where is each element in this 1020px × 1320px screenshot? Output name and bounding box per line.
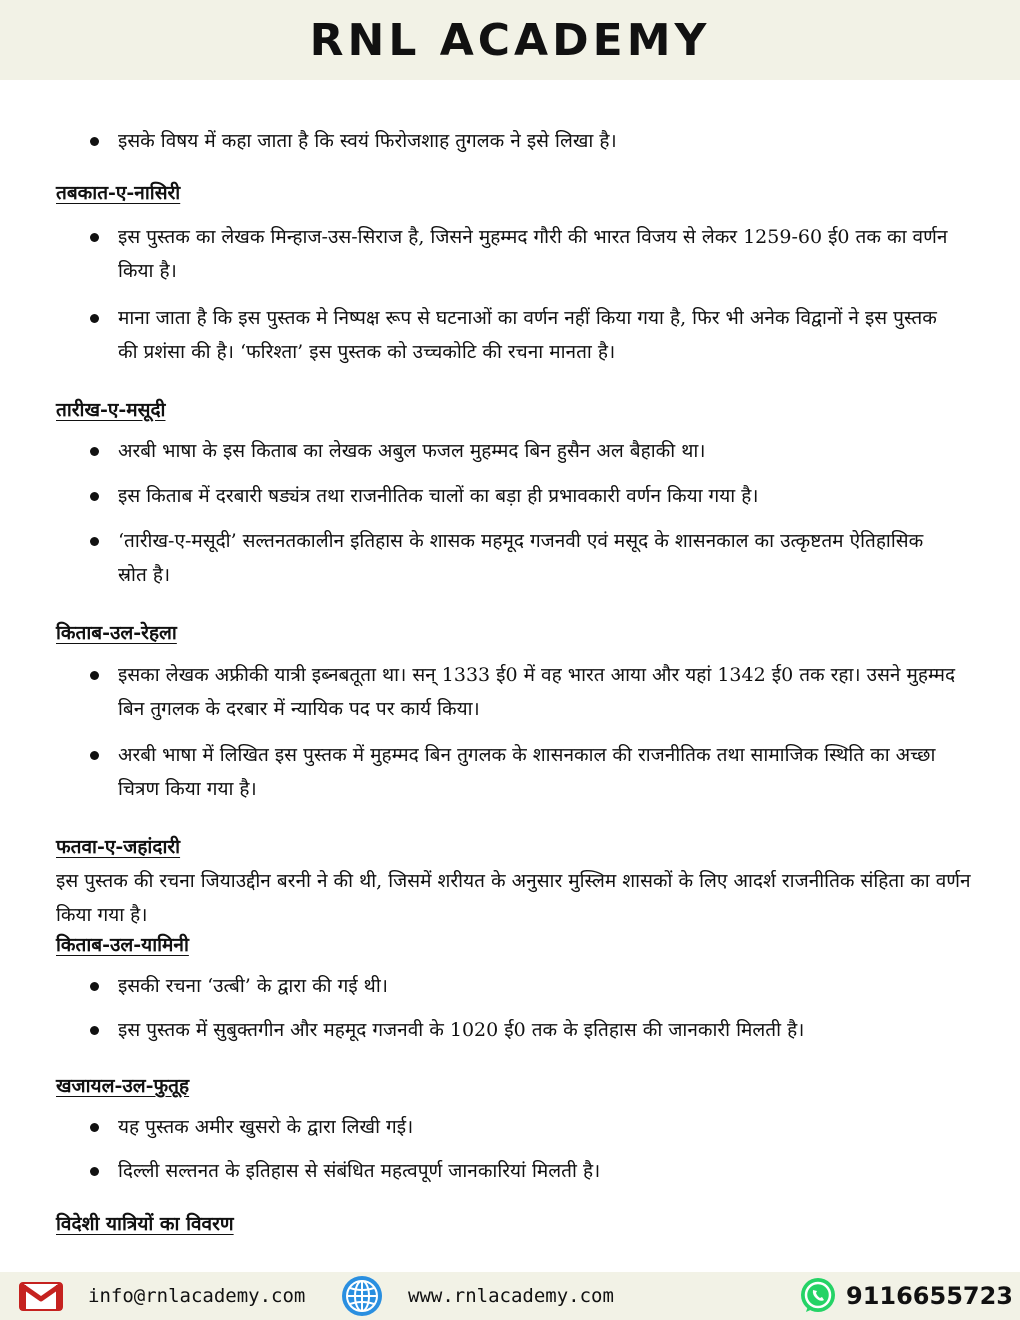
- section-heading-khazayal-ul-futuh: खजायल-उल-फुतूह: [56, 1075, 190, 1097]
- globe-icon: [340, 1274, 384, 1318]
- section-heading-kitab-ul-rehla: किताब-उल-रेहला: [56, 622, 177, 644]
- bullet-dot: [90, 447, 99, 456]
- email-link[interactable]: [88, 1272, 305, 1320]
- section-heading-tabqat-e-nasiri: तबकात-ए-नासिरी: [56, 182, 181, 204]
- gmail-icon: [18, 1280, 64, 1312]
- section-heading-kitab-ul-yamini: किताब-उल-यामिनी: [56, 934, 189, 956]
- bullet-text: अरबी भाषा के इस किताब का लेखक अबुल फजल मुहम्मद बिन हुसैन अल बैहाकी था।: [118, 440, 706, 462]
- bullet-text: इसका लेखक अफ्रीकी यात्री इब्नबतूता था। सन् 1333 ई0 में वह भारत आया और यहां 1342 ई0 तक रहा। उसने मुहम्मद बिन तुगलक के दरबार में न्यायिक पद पर कार्य किया।: [118, 664, 956, 720]
- section-heading-foreign-travellers: विदेशी यात्रियों का विवरण: [56, 1213, 234, 1235]
- section-paragraph: इस पुस्तक की रचना जियाउद्दीन बरनी ने की थी, जिसमें शरीयत के अनुसार मुस्लिम शासकों के लिए आदर्श राजनीतिक संहिता का वर्णन किया गया है।: [56, 870, 971, 926]
- bullet-text: दिल्ली सल्तनत के इतिहास से संबंधित महत्वपूर्ण जानकारियां मिलती है।: [118, 1160, 601, 1182]
- bullet-dot: [90, 982, 99, 991]
- bullet-text: इसकी रचना ‘उत्बी’ के द्वारा की गई थी।: [118, 975, 388, 997]
- bullet-text: माना जाता है कि इस पुस्तक मे निष्पक्ष रूप से घटनाओं का वर्णन नहीं किया गया है, फिर भी अनेक विद्वानों ने इस पुस्तक की प्रशंसा की है। ‘फरिश्ता’ इस पुस्तक को उच्चकोटि की रचना मानता है।: [118, 307, 937, 363]
- email-text[interactable]: info@rnlacademy.com: [88, 1285, 306, 1307]
- whatsapp-icon-wrap: [798, 1272, 838, 1320]
- bullet-dot: [90, 137, 99, 146]
- bullet-text: अरबी भाषा में लिखित इस पुस्तक में मुहम्मद बिन तुगलक के शासनकाल की राजनीतिक तथा सामाजिक स्थिति का अच्छा चित्रण किया गया है।: [118, 744, 936, 800]
- bullet-dot: [90, 751, 99, 760]
- bullet-dot: [90, 233, 99, 242]
- whatsapp-icon: [798, 1276, 838, 1316]
- bullet-dot: [90, 671, 99, 680]
- bullet-text: इस पुस्तक में सुबुक्तगीन और महमूद गजनवी के 1020 ई0 तक के इतिहास की जानकारी मिलती है।: [118, 1019, 805, 1041]
- bullet-dot: [90, 314, 99, 323]
- phone-text[interactable]: 9116655723: [846, 1282, 1013, 1310]
- bullet-dot: [90, 537, 99, 546]
- bullet-text: इस किताब में दरबारी षड्यंत्र तथा राजनीतिक चालों का बड़ा ही प्रभावकारी वर्णन किया गया है।: [118, 485, 759, 507]
- page-header: [0, 0, 1020, 80]
- globe-icon-wrap: [340, 1272, 384, 1320]
- bullet-dot: [90, 492, 99, 501]
- phone-contact[interactable]: [846, 1272, 1013, 1320]
- section-heading-fatwa-e-jahandari: फतवा-ए-जहांदारी: [56, 836, 181, 858]
- bullet-dot: [90, 1026, 99, 1035]
- website-text[interactable]: www.rnlacademy.com: [408, 1285, 614, 1307]
- website-link[interactable]: [408, 1272, 614, 1320]
- bullet-text: ‘तारीख-ए-मसूदी’ सल्तनतकालीन इतिहास के शासक महमूद गजनवी एवं मसूद के शासनकाल का उत्कृष्टतम ऐतिहासिक स्रोत है।: [118, 530, 924, 586]
- bullet-text: इस पुस्तक का लेखक मिन्हाज-उस-सिराज है, जिसने मुहम्मद गौरी की भारत विजय से लेकर 1259-60 ई0 तक का वर्णन किया है।: [118, 226, 948, 282]
- bullet-dot: [90, 1123, 99, 1132]
- email-contact[interactable]: [18, 1272, 64, 1320]
- intro-bullet-text: इसके विषय में कहा जाता है कि स्वयं फिरोजशाह तुगलक ने इसे लिखा है।: [118, 130, 617, 152]
- page-footer: [0, 1272, 1020, 1320]
- bullet-text: यह पुस्तक अमीर खुसरो के द्वारा लिखी गई।: [118, 1116, 414, 1138]
- section-heading-tarikh-e-masudi: तारीख-ए-मसूदी: [56, 399, 166, 421]
- bullet-dot: [90, 1167, 99, 1176]
- header-title: RNL ACADEMY: [309, 14, 711, 66]
